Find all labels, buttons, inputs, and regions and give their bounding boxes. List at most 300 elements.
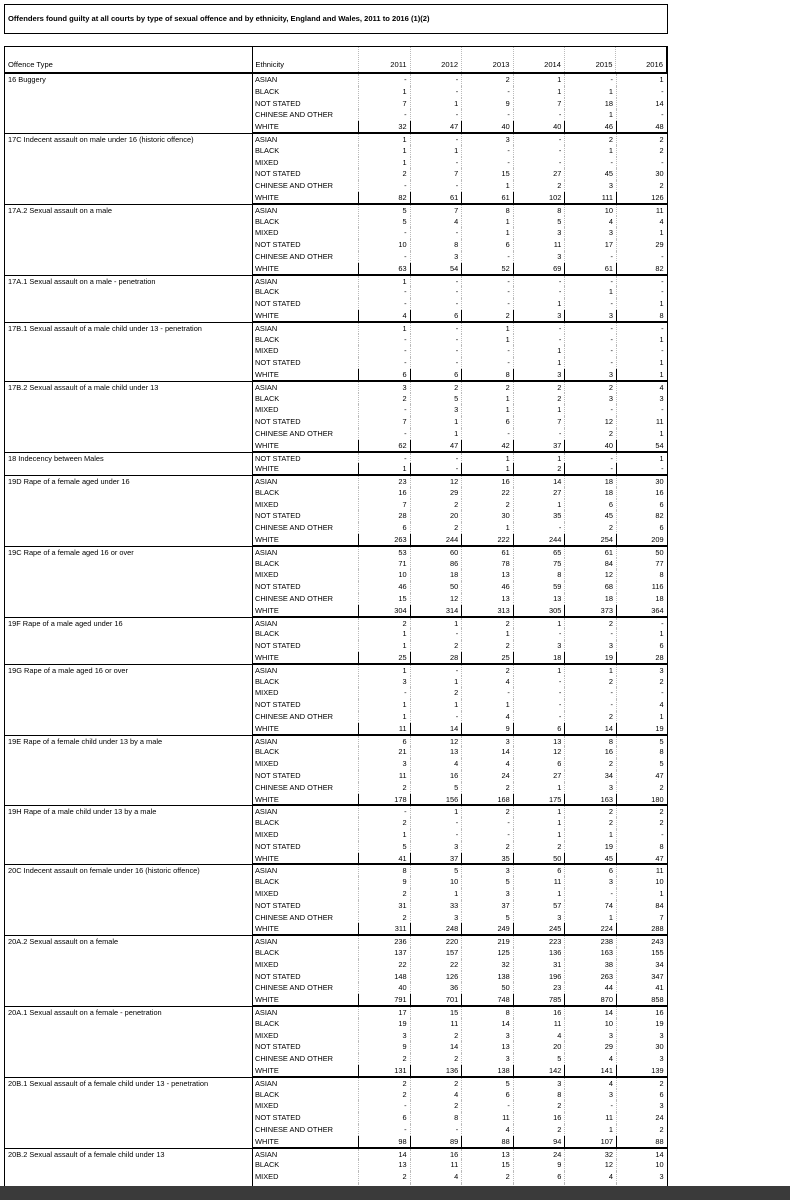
value-cell[interactable]: 1	[564, 286, 616, 298]
value-cell[interactable]: 71	[358, 558, 410, 570]
value-cell[interactable]: 11	[358, 723, 410, 735]
value-cell[interactable]: 50	[513, 853, 565, 865]
value-cell[interactable]: 1	[358, 829, 410, 841]
offence-type-cell[interactable]	[4, 770, 252, 782]
value-cell[interactable]: 364	[616, 605, 668, 617]
value-cell[interactable]: 2	[513, 463, 565, 475]
value-cell[interactable]: 16	[616, 487, 668, 499]
value-cell[interactable]: 2	[513, 393, 565, 405]
value-cell[interactable]: -	[461, 109, 513, 121]
value-cell[interactable]: 4	[616, 216, 668, 228]
value-cell[interactable]: 15	[461, 168, 513, 180]
ethnicity-cell[interactable]: MIXED	[252, 404, 358, 416]
value-cell[interactable]: -	[410, 357, 462, 369]
value-cell[interactable]: 34	[564, 770, 616, 782]
offence-type-cell[interactable]	[4, 829, 252, 841]
offence-type-cell[interactable]	[4, 959, 252, 971]
ethnicity-cell[interactable]: WHITE	[252, 723, 358, 735]
offence-type-cell[interactable]	[4, 758, 252, 770]
value-cell[interactable]: 2	[358, 1089, 410, 1101]
value-cell[interactable]: 46	[461, 581, 513, 593]
offence-type-cell[interactable]: 17B.2 Sexual assault of a male child under 13	[4, 382, 252, 393]
value-cell[interactable]: 126	[410, 971, 462, 983]
value-cell[interactable]: 1	[461, 453, 513, 464]
offence-type-cell[interactable]	[4, 1136, 252, 1148]
ethnicity-cell[interactable]: BLACK	[252, 145, 358, 157]
value-cell[interactable]: -	[513, 711, 565, 723]
offence-type-cell[interactable]	[4, 1018, 252, 1030]
ethnicity-cell[interactable]: ASIAN	[252, 665, 358, 676]
offence-type-cell[interactable]	[4, 1089, 252, 1101]
ethnicity-cell[interactable]: WHITE	[252, 794, 358, 806]
value-cell[interactable]: 222	[461, 534, 513, 546]
value-cell[interactable]: -	[564, 453, 616, 464]
value-cell[interactable]: -	[358, 453, 410, 464]
value-cell[interactable]: 4	[564, 1053, 616, 1065]
value-cell[interactable]: 3	[513, 1078, 565, 1089]
value-cell[interactable]: 2	[461, 806, 513, 817]
offence-type-cell[interactable]	[4, 487, 252, 499]
value-cell[interactable]: 2	[564, 806, 616, 817]
offence-type-cell[interactable]	[4, 1065, 252, 1077]
value-cell[interactable]: 33	[410, 900, 462, 912]
value-cell[interactable]: 84	[564, 558, 616, 570]
value-cell[interactable]: 61	[461, 547, 513, 558]
value-cell[interactable]: 11	[616, 865, 668, 876]
offence-type-cell[interactable]: 16 Buggery	[4, 74, 252, 86]
value-cell[interactable]: 5	[461, 1078, 513, 1089]
value-cell[interactable]: 74	[564, 900, 616, 912]
value-cell[interactable]: 2	[513, 180, 565, 192]
ethnicity-cell[interactable]: BLACK	[252, 817, 358, 829]
value-cell[interactable]: 1	[513, 829, 565, 841]
value-cell[interactable]: -	[410, 665, 462, 676]
value-cell[interactable]: 9	[513, 1159, 565, 1171]
value-cell[interactable]: 4	[410, 1171, 462, 1183]
value-cell[interactable]: 314	[410, 605, 462, 617]
value-cell[interactable]: -	[461, 86, 513, 98]
value-cell[interactable]: 61	[564, 263, 616, 275]
value-cell[interactable]: 1	[358, 86, 410, 98]
value-cell[interactable]: -	[564, 463, 616, 475]
offence-type-cell[interactable]	[4, 900, 252, 912]
value-cell[interactable]: 11	[461, 1112, 513, 1124]
value-cell[interactable]: -	[410, 227, 462, 239]
ethnicity-cell[interactable]: MIXED	[252, 157, 358, 169]
value-cell[interactable]: 254	[564, 534, 616, 546]
value-cell[interactable]: 38	[564, 959, 616, 971]
ethnicity-cell[interactable]: WHITE	[252, 605, 358, 617]
value-cell[interactable]: 2	[513, 1100, 565, 1112]
value-cell[interactable]: 16	[358, 487, 410, 499]
offence-type-cell[interactable]	[4, 109, 252, 121]
value-cell[interactable]: 2	[564, 618, 616, 629]
value-cell[interactable]: 47	[410, 121, 462, 133]
value-cell[interactable]: -	[358, 1124, 410, 1136]
value-cell[interactable]: 18	[513, 652, 565, 664]
value-cell[interactable]: 2	[410, 522, 462, 534]
value-cell[interactable]: 4	[461, 711, 513, 723]
value-cell[interactable]: 69	[513, 263, 565, 275]
value-cell[interactable]: 2	[358, 912, 410, 924]
value-cell[interactable]: 1	[513, 782, 565, 794]
offence-type-cell[interactable]: 19D Rape of a female aged under 16	[4, 476, 252, 487]
value-cell[interactable]: 18	[564, 476, 616, 487]
value-cell[interactable]: 1	[410, 416, 462, 428]
value-cell[interactable]: 1	[564, 665, 616, 676]
value-cell[interactable]: 1	[513, 404, 565, 416]
value-cell[interactable]: 3	[513, 251, 565, 263]
offence-type-cell[interactable]	[4, 817, 252, 829]
value-cell[interactable]: 13	[461, 1149, 513, 1160]
value-cell[interactable]: -	[513, 157, 565, 169]
value-cell[interactable]: 35	[513, 510, 565, 522]
offence-type-cell[interactable]	[4, 1124, 252, 1136]
value-cell[interactable]: 1	[410, 98, 462, 110]
value-cell[interactable]: 6	[616, 522, 668, 534]
value-cell[interactable]: -	[358, 404, 410, 416]
value-cell[interactable]: 4	[410, 216, 462, 228]
value-cell[interactable]: 4	[461, 676, 513, 688]
value-cell[interactable]: 3	[461, 865, 513, 876]
value-cell[interactable]: 3	[461, 736, 513, 747]
offence-type-cell[interactable]	[4, 499, 252, 511]
value-cell[interactable]: 24	[616, 1112, 668, 1124]
value-cell[interactable]: 3	[616, 1030, 668, 1042]
value-cell[interactable]: 94	[513, 1136, 565, 1148]
value-cell[interactable]: 5	[358, 841, 410, 853]
value-cell[interactable]: -	[513, 699, 565, 711]
value-cell[interactable]: 1	[616, 428, 668, 440]
value-cell[interactable]: -	[564, 357, 616, 369]
offence-type-cell[interactable]: 19F Rape of a male aged under 16	[4, 618, 252, 629]
value-cell[interactable]: 2	[461, 640, 513, 652]
value-cell[interactable]: 77	[616, 558, 668, 570]
value-cell[interactable]: 6	[358, 736, 410, 747]
value-cell[interactable]: 1	[461, 522, 513, 534]
value-cell[interactable]: 8	[358, 865, 410, 876]
value-cell[interactable]: 22	[461, 487, 513, 499]
value-cell[interactable]: 21	[358, 746, 410, 758]
offence-type-cell[interactable]	[4, 1053, 252, 1065]
value-cell[interactable]: 4	[564, 216, 616, 228]
value-cell[interactable]: 3	[564, 876, 616, 888]
value-cell[interactable]: -	[410, 334, 462, 346]
ethnicity-cell[interactable]: MIXED	[252, 499, 358, 511]
offence-type-cell[interactable]	[4, 982, 252, 994]
value-cell[interactable]: 3	[358, 758, 410, 770]
value-cell[interactable]: -	[461, 817, 513, 829]
value-cell[interactable]: 6	[513, 723, 565, 735]
value-cell[interactable]: -	[616, 404, 668, 416]
offence-type-cell[interactable]	[4, 404, 252, 416]
value-cell[interactable]: 8	[410, 239, 462, 251]
ethnicity-cell[interactable]: NOT STATED	[252, 640, 358, 652]
value-cell[interactable]: 1	[616, 888, 668, 900]
value-cell[interactable]: 155	[616, 947, 668, 959]
value-cell[interactable]: 3	[616, 1053, 668, 1065]
value-cell[interactable]: 111	[564, 192, 616, 204]
value-cell[interactable]: 8	[461, 369, 513, 381]
ethnicity-cell[interactable]: ASIAN	[252, 276, 358, 287]
ethnicity-cell[interactable]: ASIAN	[252, 547, 358, 558]
ethnicity-cell[interactable]: NOT STATED	[252, 971, 358, 983]
value-cell[interactable]: 8	[513, 1089, 565, 1101]
value-cell[interactable]: 347	[616, 971, 668, 983]
value-cell[interactable]: -	[461, 157, 513, 169]
value-cell[interactable]: 2	[358, 782, 410, 794]
value-cell[interactable]: 6	[513, 1171, 565, 1183]
value-cell[interactable]: 107	[564, 1136, 616, 1148]
value-cell[interactable]: 1	[358, 665, 410, 676]
value-cell[interactable]: 4	[410, 1089, 462, 1101]
value-cell[interactable]: 82	[616, 510, 668, 522]
header-year[interactable]: 2011	[358, 47, 409, 72]
value-cell[interactable]: -	[358, 286, 410, 298]
value-cell[interactable]: 13	[461, 1041, 513, 1053]
value-cell[interactable]: 16	[410, 1149, 462, 1160]
value-cell[interactable]: 238	[564, 936, 616, 947]
value-cell[interactable]: 6	[410, 310, 462, 322]
value-cell[interactable]: 2	[461, 382, 513, 393]
value-cell[interactable]: 12	[564, 416, 616, 428]
offence-type-cell[interactable]	[4, 1100, 252, 1112]
value-cell[interactable]: 156	[410, 794, 462, 806]
value-cell[interactable]: 142	[513, 1065, 565, 1077]
value-cell[interactable]: -	[513, 676, 565, 688]
value-cell[interactable]: 1	[358, 134, 410, 145]
value-cell[interactable]: 82	[616, 263, 668, 275]
value-cell[interactable]: 1	[616, 334, 668, 346]
value-cell[interactable]: 3	[358, 1030, 410, 1042]
offence-type-cell[interactable]	[4, 298, 252, 310]
ethnicity-cell[interactable]: WHITE	[252, 121, 358, 133]
value-cell[interactable]: -	[616, 687, 668, 699]
offence-type-cell[interactable]: 20B.1 Sexual assault of a female child under 13 - penetration	[4, 1078, 252, 1089]
value-cell[interactable]: 16	[616, 1007, 668, 1018]
value-cell[interactable]: 6	[616, 640, 668, 652]
value-cell[interactable]: 19	[564, 652, 616, 664]
value-cell[interactable]: 1	[564, 145, 616, 157]
ethnicity-cell[interactable]: WHITE	[252, 440, 358, 452]
value-cell[interactable]: 10	[358, 239, 410, 251]
value-cell[interactable]: 1	[461, 323, 513, 334]
ethnicity-cell[interactable]: NOT STATED	[252, 357, 358, 369]
value-cell[interactable]: 14	[564, 1007, 616, 1018]
value-cell[interactable]: 18	[564, 487, 616, 499]
value-cell[interactable]: 13	[410, 746, 462, 758]
value-cell[interactable]: 6	[461, 416, 513, 428]
value-cell[interactable]: 61	[410, 192, 462, 204]
offence-type-cell[interactable]	[4, 876, 252, 888]
value-cell[interactable]: 61	[461, 192, 513, 204]
value-cell[interactable]: 3	[564, 369, 616, 381]
value-cell[interactable]: 4	[358, 310, 410, 322]
value-cell[interactable]: 1	[461, 227, 513, 239]
value-cell[interactable]: 1	[616, 453, 668, 464]
offence-type-cell[interactable]	[4, 86, 252, 98]
ethnicity-cell[interactable]: WHITE	[252, 923, 358, 935]
value-cell[interactable]: 1	[513, 888, 565, 900]
value-cell[interactable]: 196	[513, 971, 565, 983]
ethnicity-cell[interactable]: WHITE	[252, 534, 358, 546]
value-cell[interactable]: 1	[358, 157, 410, 169]
value-cell[interactable]: 313	[461, 605, 513, 617]
value-cell[interactable]: 45	[564, 853, 616, 865]
value-cell[interactable]: 5	[358, 205, 410, 216]
value-cell[interactable]: -	[564, 298, 616, 310]
value-cell[interactable]: 2	[358, 168, 410, 180]
value-cell[interactable]: 52	[461, 263, 513, 275]
value-cell[interactable]: -	[461, 145, 513, 157]
value-cell[interactable]: 48	[616, 121, 668, 133]
ethnicity-cell[interactable]: ASIAN	[252, 806, 358, 817]
value-cell[interactable]: 54	[616, 440, 668, 452]
value-cell[interactable]: 2	[461, 1171, 513, 1183]
value-cell[interactable]: 2	[461, 841, 513, 853]
offence-type-cell[interactable]	[4, 345, 252, 357]
offence-type-cell[interactable]	[4, 428, 252, 440]
value-cell[interactable]: 47	[616, 853, 668, 865]
value-cell[interactable]: 305	[513, 605, 565, 617]
ethnicity-cell[interactable]: NOT STATED	[252, 581, 358, 593]
value-cell[interactable]: 2	[564, 758, 616, 770]
value-cell[interactable]: 8	[616, 746, 668, 758]
value-cell[interactable]: 24	[513, 1149, 565, 1160]
value-cell[interactable]: 1	[616, 628, 668, 640]
value-cell[interactable]: 2	[564, 134, 616, 145]
ethnicity-cell[interactable]: NOT STATED	[252, 239, 358, 251]
ethnicity-cell[interactable]: CHINESE AND OTHER	[252, 109, 358, 121]
value-cell[interactable]: 157	[410, 947, 462, 959]
value-cell[interactable]: 2	[513, 841, 565, 853]
offence-type-cell[interactable]	[4, 168, 252, 180]
value-cell[interactable]: 1	[461, 393, 513, 405]
offence-type-cell[interactable]	[4, 463, 252, 475]
value-cell[interactable]: 31	[513, 959, 565, 971]
value-cell[interactable]: 4	[513, 1030, 565, 1042]
offence-type-cell[interactable]	[4, 98, 252, 110]
value-cell[interactable]: 31	[358, 900, 410, 912]
value-cell[interactable]: 1	[513, 357, 565, 369]
ethnicity-cell[interactable]: CHINESE AND OTHER	[252, 251, 358, 263]
value-cell[interactable]: 1	[564, 86, 616, 98]
value-cell[interactable]: 16	[410, 770, 462, 782]
value-cell[interactable]: 2	[461, 310, 513, 322]
value-cell[interactable]: 28	[410, 652, 462, 664]
offence-type-cell[interactable]	[4, 569, 252, 581]
ethnicity-cell[interactable]: WHITE	[252, 192, 358, 204]
value-cell[interactable]: 62	[358, 440, 410, 452]
value-cell[interactable]: -	[564, 323, 616, 334]
value-cell[interactable]: 18	[410, 569, 462, 581]
ethnicity-cell[interactable]: BLACK	[252, 947, 358, 959]
value-cell[interactable]: 2	[410, 382, 462, 393]
value-cell[interactable]: 2	[461, 665, 513, 676]
value-cell[interactable]: 8	[513, 205, 565, 216]
value-cell[interactable]: -	[358, 687, 410, 699]
value-cell[interactable]: 19	[564, 841, 616, 853]
value-cell[interactable]: -	[513, 522, 565, 534]
value-cell[interactable]: 178	[358, 794, 410, 806]
value-cell[interactable]: 163	[564, 947, 616, 959]
value-cell[interactable]: 1	[358, 323, 410, 334]
ethnicity-cell[interactable]: NOT STATED	[252, 453, 358, 464]
value-cell[interactable]: 9	[461, 723, 513, 735]
value-cell[interactable]: 236	[358, 936, 410, 947]
value-cell[interactable]: 1	[513, 618, 565, 629]
offence-type-cell[interactable]: 20A.1 Sexual assault on a female - penetration	[4, 1007, 252, 1018]
ethnicity-cell[interactable]: NOT STATED	[252, 416, 358, 428]
value-cell[interactable]: 3	[513, 912, 565, 924]
ethnicity-cell[interactable]: ASIAN	[252, 618, 358, 629]
value-cell[interactable]: 304	[358, 605, 410, 617]
offence-type-cell[interactable]	[4, 157, 252, 169]
value-cell[interactable]: 1	[358, 463, 410, 475]
offence-type-cell[interactable]	[4, 947, 252, 959]
value-cell[interactable]: -	[616, 276, 668, 287]
value-cell[interactable]: 263	[564, 971, 616, 983]
value-cell[interactable]: 5	[410, 393, 462, 405]
value-cell[interactable]: 25	[358, 652, 410, 664]
ethnicity-cell[interactable]: BLACK	[252, 746, 358, 758]
value-cell[interactable]: 1	[616, 227, 668, 239]
value-cell[interactable]: 75	[513, 558, 565, 570]
ethnicity-cell[interactable]: MIXED	[252, 1171, 358, 1183]
value-cell[interactable]: 1	[358, 145, 410, 157]
value-cell[interactable]: 88	[616, 1136, 668, 1148]
value-cell[interactable]: 1	[564, 109, 616, 121]
ethnicity-cell[interactable]: BLACK	[252, 1089, 358, 1101]
value-cell[interactable]: 1	[358, 699, 410, 711]
value-cell[interactable]: 19	[358, 1018, 410, 1030]
value-cell[interactable]: 2	[410, 687, 462, 699]
value-cell[interactable]: 3	[410, 404, 462, 416]
header-ethnicity[interactable]: Ethnicity	[252, 47, 358, 72]
header-offence-type[interactable]: Offence Type	[8, 60, 53, 69]
value-cell[interactable]: -	[513, 428, 565, 440]
value-cell[interactable]: -	[564, 251, 616, 263]
value-cell[interactable]: -	[358, 298, 410, 310]
value-cell[interactable]: 6	[461, 1089, 513, 1101]
value-cell[interactable]: 126	[616, 192, 668, 204]
value-cell[interactable]: -	[616, 463, 668, 475]
ethnicity-cell[interactable]: CHINESE AND OTHER	[252, 782, 358, 794]
value-cell[interactable]: 20	[410, 510, 462, 522]
value-cell[interactable]: 2	[616, 1078, 668, 1089]
ethnicity-cell[interactable]: CHINESE AND OTHER	[252, 912, 358, 924]
offence-type-cell[interactable]	[4, 640, 252, 652]
value-cell[interactable]: 7	[410, 168, 462, 180]
value-cell[interactable]: 8	[616, 841, 668, 853]
value-cell[interactable]: 15	[410, 1007, 462, 1018]
ethnicity-cell[interactable]: WHITE	[252, 369, 358, 381]
offence-type-cell[interactable]: 17A.2 Sexual assault on a male	[4, 205, 252, 216]
value-cell[interactable]: 3	[564, 180, 616, 192]
value-cell[interactable]: 3	[564, 227, 616, 239]
value-cell[interactable]: 41	[358, 853, 410, 865]
value-cell[interactable]: -	[564, 276, 616, 287]
value-cell[interactable]: -	[410, 286, 462, 298]
value-cell[interactable]: 748	[461, 994, 513, 1006]
value-cell[interactable]: -	[410, 323, 462, 334]
value-cell[interactable]: -	[410, 628, 462, 640]
value-cell[interactable]: 3	[410, 841, 462, 853]
value-cell[interactable]: 86	[410, 558, 462, 570]
value-cell[interactable]: 8	[513, 569, 565, 581]
offence-type-cell[interactable]	[4, 1171, 252, 1183]
value-cell[interactable]: 13	[461, 569, 513, 581]
